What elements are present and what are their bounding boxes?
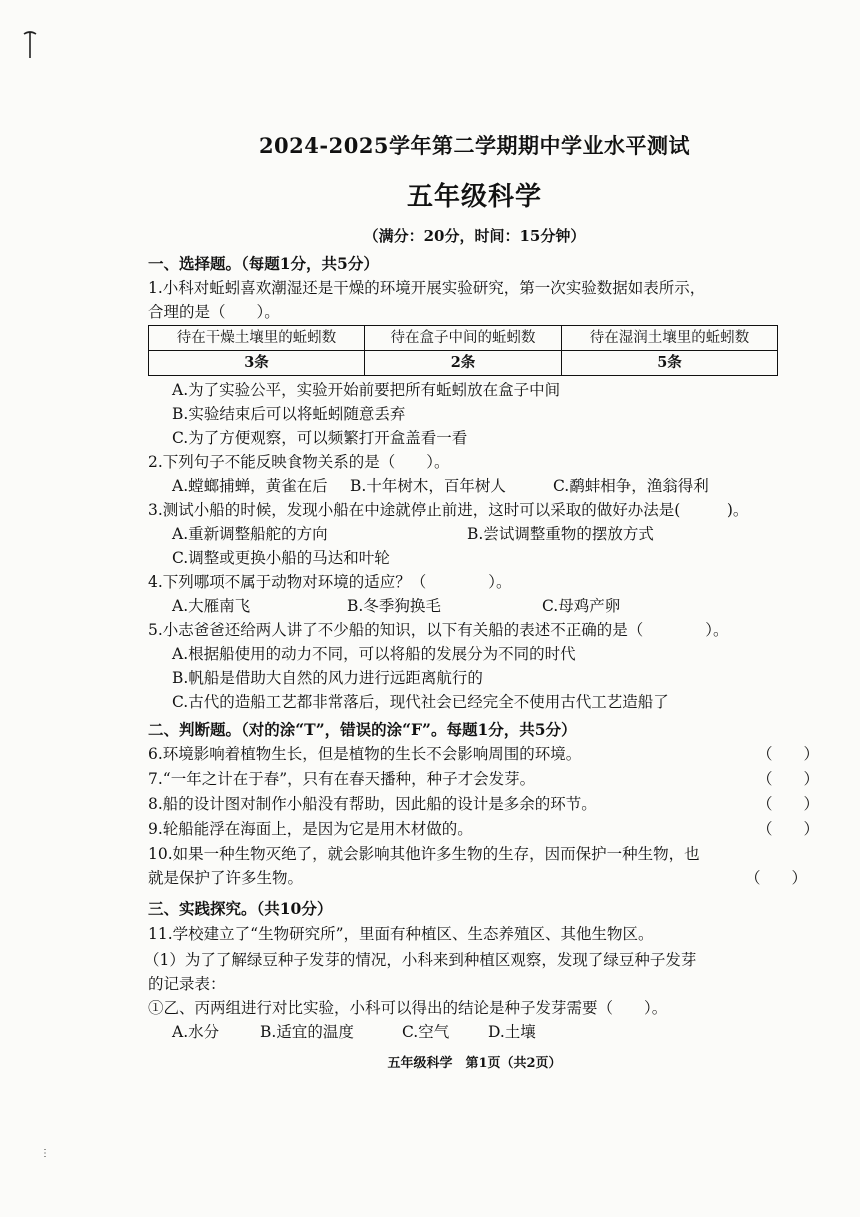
question-2 xyxy=(148,450,797,498)
table-header-row xyxy=(149,326,778,351)
question-3-options-row1 xyxy=(152,522,797,546)
judge-item-9 xyxy=(148,817,820,842)
question-3-option-b: B.尝试调整重物的摆放方式 xyxy=(467,525,654,543)
question-1-option-c: C.为了方便观察，可以频繁打开盒盖看一看 xyxy=(172,429,468,447)
exam-subject: 五年级科学 xyxy=(406,182,542,212)
edge-dots: ⋮ xyxy=(40,1148,50,1159)
question-3 xyxy=(148,498,797,570)
table-cell: 5条 xyxy=(561,351,777,376)
judge-item-6-text: 6.环境影响着植物生长，但是植物的生长不会影响周围的环境。 xyxy=(148,745,582,763)
question-1-option-b: B.实验结束后可以将蚯蚓随意丢弃 xyxy=(172,405,406,423)
question-4-option-c: C.母鸡产卵 xyxy=(542,597,621,615)
judge-item-9-text: 9.轮船能浮在海面上，是因为它是用木材做的。 xyxy=(148,820,473,838)
corner-mark-icon xyxy=(22,28,44,60)
question-2-option-b: B.十年树木，百年树人 xyxy=(350,477,506,495)
page-footer: 五年级科学 第1页（共2页） xyxy=(387,1056,562,1071)
question-3-option-c: C.调整或更换小船的马达和叶轮 xyxy=(172,549,390,567)
section-practice-heading: 三、实践探究。（共10分） xyxy=(148,899,333,918)
table-header-cell: 待在干燥土壤里的蚯蚓数 xyxy=(149,326,365,351)
question-1-option-a: A.为了实验公平，实验开始前要把所有蚯蚓放在盒子中间 xyxy=(172,381,561,399)
earthworm-table xyxy=(148,325,778,376)
answer-paren[interactable]: （ ） xyxy=(757,770,820,788)
question-4-option-a: A.大雁南飞 xyxy=(172,597,251,615)
judge-item-8-text: 8.船的设计图对制作小船没有帮助，因此船的设计是多余的环节。 xyxy=(148,795,597,813)
judge-item-10-line2-row xyxy=(148,866,808,891)
section-judge-heading: 二、判断题。（对的涂“T”，错误的涂“F”。每题1分，共5分） xyxy=(148,720,577,739)
table-header-cell: 待在湿润土壤里的蚯蚓数 xyxy=(561,326,777,351)
answer-paren[interactable]: （ ） xyxy=(757,745,820,763)
judge-item-10-line2: 就是保护了许多生物。 xyxy=(148,869,304,887)
judge-item-8 xyxy=(148,792,820,817)
judge-item-7 xyxy=(148,767,820,792)
question-11-sub1-options xyxy=(152,1020,797,1044)
score-info: （满分：20分，时间：15分钟） xyxy=(363,227,586,245)
table-header-cell: 待在盒子中间的蚯蚓数 xyxy=(365,326,562,351)
question-11-option-c: C.空气 xyxy=(402,1023,450,1041)
question-5 xyxy=(148,618,797,714)
exam-page xyxy=(144,120,820,1071)
question-5-option-b: B.帆船是借助大自然的风力进行远距离航行的 xyxy=(172,669,483,687)
question-2-option-a: A.螳螂捕蝉，黄雀在后 xyxy=(172,477,328,495)
question-11-intro: 11.学校建立了“生物研究所”，里面有种植区、生态养殖区、其他生物区。 xyxy=(148,925,654,943)
judge-item-10 xyxy=(148,842,808,891)
question-1-stem-line1: 1.小科对蚯蚓喜欢潮湿还是干燥的环境开展实验研究，第一次实验数据如表所示， xyxy=(148,279,706,297)
answer-paren[interactable]: （ ） xyxy=(757,795,820,813)
table-cell: 3条 xyxy=(149,351,365,376)
question-11-option-a: A.水分 xyxy=(172,1023,220,1041)
question-5-option-c: C.古代的造船工艺都非常落后，现代社会已经完全不使用古代工艺造船了 xyxy=(172,693,669,711)
question-4-options xyxy=(152,594,797,618)
question-2-options xyxy=(152,474,797,498)
question-1 xyxy=(148,276,797,450)
exam-title: 2024-2025学年第二学期期中学业水平测试 xyxy=(258,133,691,158)
question-11-option-b: B.适宜的温度 xyxy=(260,1023,354,1041)
question-4 xyxy=(148,570,797,618)
question-11 xyxy=(144,921,797,1044)
question-5-stem: 5.小志爸爸还给两人讲了不少船的知识，以下有关船的表述不正确的是（ ）。 xyxy=(148,621,729,639)
table-row xyxy=(149,351,778,376)
judge-item-7-text: 7.“一年之计在于春”，只有在春天播种，种子才会发芽。 xyxy=(148,770,536,788)
answer-paren[interactable]: （ ） xyxy=(757,820,820,838)
judge-item-6 xyxy=(148,742,820,767)
question-2-stem: 2.下列句子不能反映食物关系的是（ ）。 xyxy=(148,453,450,471)
question-3-option-a: A.重新调整船舵的方向 xyxy=(172,525,328,543)
question-4-stem: 4.下列哪项不属于动物对环境的适应？（ ）。 xyxy=(148,573,512,591)
judge-item-10-line1: 10.如果一种生物灭绝了，就会影响其他许多生物的生存，因而保护一种生物，也 xyxy=(148,845,700,863)
table-cell: 2条 xyxy=(365,351,562,376)
question-2-option-c: C.鹬蚌相争，渔翁得利 xyxy=(553,477,709,495)
question-11-part1-line1: （1）为了了解绿豆种子发芽的情况，小科来到种植区观察，发现了绿豆种子发芽 xyxy=(144,951,697,969)
question-11-option-d: D.土壤 xyxy=(488,1023,536,1041)
section-choice-heading: 一、选择题。（每题1分，共5分） xyxy=(148,254,379,273)
question-1-stem-line2: 合理的是（ ）。 xyxy=(148,303,280,321)
question-11-part1-line2: 的记录表： xyxy=(148,975,226,993)
answer-paren[interactable]: （ ） xyxy=(745,869,808,887)
question-4-option-b: B.冬季狗换毛 xyxy=(347,597,441,615)
question-3-stem: 3.测试小船的时候，发现小船在中途就停止前进，这时可以采取的做好办法是( )。 xyxy=(148,501,749,519)
question-11-sub1: ①乙、丙两组进行对比实验，小科可以得出的结论是种子发芽需要（ ）。 xyxy=(148,999,668,1017)
question-5-option-a: A.根据船使用的动力不同，可以将船的发展分为不同的时代 xyxy=(172,645,576,663)
